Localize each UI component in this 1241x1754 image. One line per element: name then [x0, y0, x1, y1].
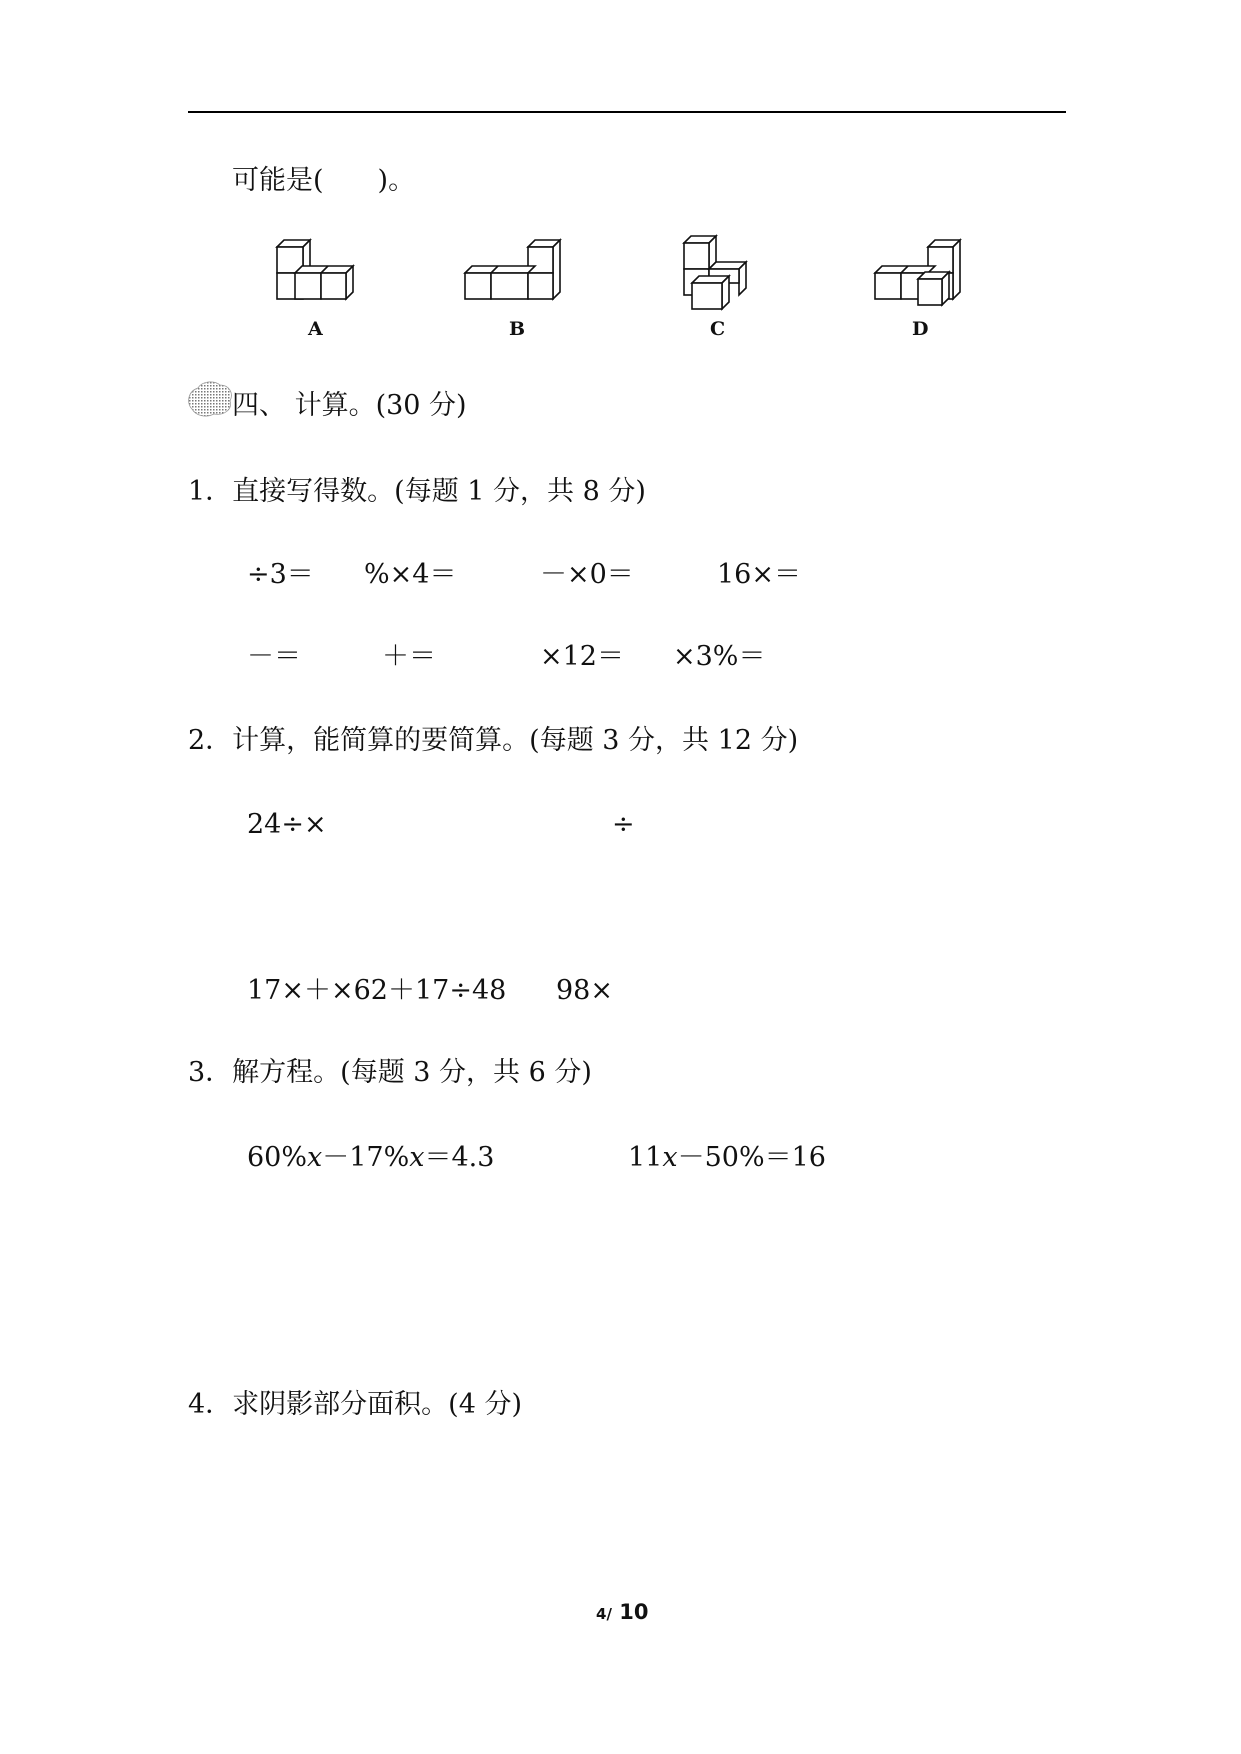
q3-equation-2: 11x－50%＝16	[628, 1142, 826, 1173]
q3-equation-1: 60%x－17%x＝4.3	[247, 1142, 495, 1173]
q2-item-4: 98×	[556, 975, 613, 1006]
q1-item-8: ×3%＝	[673, 641, 766, 672]
q2-item-3: 17×＋×62＋17÷48	[247, 975, 507, 1006]
q1-item-3: －×0＝	[540, 559, 634, 590]
q4-title: 4．求阴影部分面积。(4 分)	[188, 1389, 523, 1420]
q2-item-1: 24÷×	[247, 809, 327, 840]
cube-stack-a-icon	[275, 233, 365, 309]
cube-stack-c-icon	[682, 231, 754, 317]
q1-item-2: %×4＝	[364, 559, 457, 590]
cube-stack-b-icon	[463, 233, 567, 309]
q1-title: 1．直接写得数。(每题 1 分，共 8 分)	[188, 476, 646, 507]
q1-item-6: ＋＝	[382, 641, 436, 672]
q1-item-5: －＝	[247, 641, 301, 672]
q3-title: 3．解方程。(每题 3 分，共 6 分)	[188, 1057, 592, 1088]
q1-item-1: ÷3＝	[247, 559, 314, 590]
option-label-a: A	[308, 318, 323, 340]
q1-item-4: 16×＝	[717, 559, 801, 590]
section-badge-icon	[186, 379, 234, 419]
cube-stack-d-icon	[873, 233, 965, 311]
q2-item-2: ÷	[612, 809, 635, 840]
header-rule	[188, 111, 1066, 113]
option-label-c: C	[710, 318, 726, 340]
section-title: 四、 计算。(30 分)	[232, 390, 467, 421]
q1-item-7: ×12＝	[540, 641, 624, 672]
option-label-d: D	[912, 318, 929, 340]
option-label-b: B	[509, 318, 526, 340]
page-number: 4/ 10	[596, 1600, 649, 1624]
question-tail: 可能是( )。	[232, 165, 416, 196]
q2-title: 2．计算，能简算的要简算。(每题 3 分，共 12 分)	[188, 725, 799, 756]
